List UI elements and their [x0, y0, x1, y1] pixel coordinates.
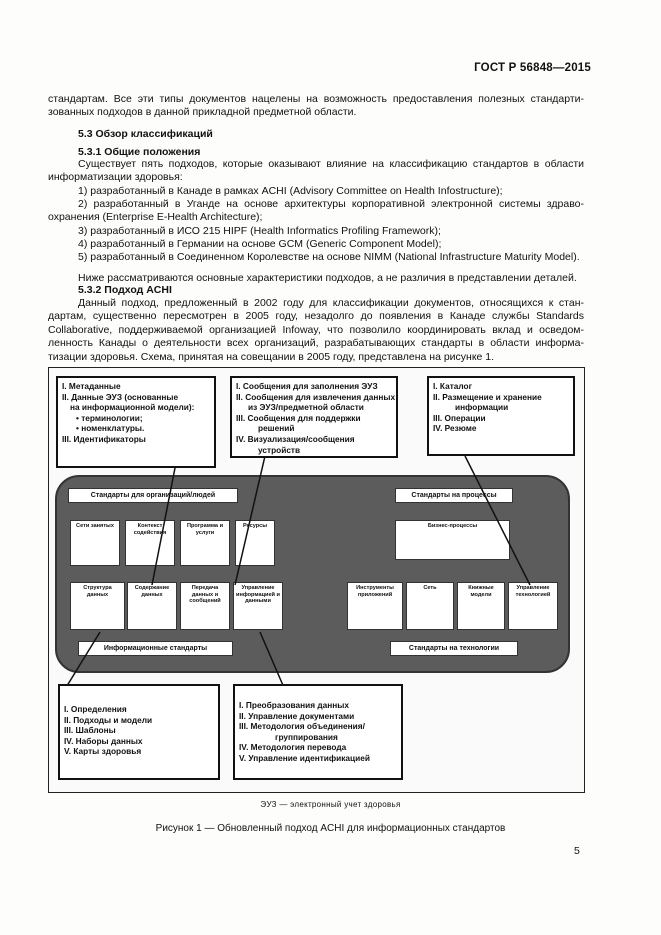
box-line: группирования — [275, 731, 338, 742]
box-line: IV. Резюме — [433, 423, 477, 434]
box-bottom-middle — [233, 684, 403, 780]
box-line: I. Каталог — [433, 381, 473, 391]
box-line: устройств — [258, 444, 301, 455]
box-line: I. Преобразования данных — [239, 700, 349, 710]
intro-paragraph: стандартам. Все эти типы документов нацелены на возможность предоставления полезных стандарти-зованных подходов в данной прикладной предметной области. — [48, 93, 584, 119]
document-code: ГОСТ Р 56848—2015 — [474, 62, 591, 74]
label-org-standards: Стандарты для организаций/людей — [68, 488, 238, 503]
box-line: I. Определения — [64, 704, 127, 714]
box-info-2: Содержание данных — [127, 582, 177, 630]
box-tech-2: Сеть — [406, 582, 454, 630]
box-line: • номенклатуры. — [76, 423, 145, 434]
list-item: 2) разработанный в Уганде на основе архитектуры корпоративной электронной системы здраво-охранения (Enterprise E-Health Architecture); — [48, 198, 584, 224]
box-org-3: Программа и услуги — [180, 520, 230, 566]
box-line: I. Метаданные — [62, 381, 121, 391]
box-line: II. Управление документами — [239, 710, 355, 721]
box-line: III. Операции — [433, 412, 486, 423]
heading-5-3-2: 5.3.2 Подход ACHI — [78, 284, 172, 296]
box-line: V. Карты здоровья — [64, 746, 142, 757]
box-tech-3: Книжные модели — [457, 582, 505, 630]
paragraph-five-approaches: Существует пять подходов, которые оказывают влияние на классификацию стандартов в области информатизации здоровья: — [48, 158, 584, 184]
box-line: решений — [258, 423, 295, 434]
box-line: V. Управление идентификацией — [239, 752, 370, 763]
box-line: • терминологии; — [76, 412, 143, 423]
box-tech-1: Инструменты приложений — [347, 582, 403, 630]
box-line: II. Сообщения для извлечения данных — [236, 391, 396, 402]
paragraph-below: Ниже рассматриваются основные характеристики подходов, а не различия в представлении деталей. — [78, 272, 577, 284]
abbreviation-note: ЭУЗ — электронный учет здоровья — [260, 800, 401, 809]
list-item: 5) разработанный в Соединенном Королевстве на основе NIMM (National Infrastructure Maturity Model). — [78, 251, 580, 263]
box-tech-4: Управление технологией — [508, 582, 558, 630]
box-bottom-left — [58, 684, 220, 780]
box-top-right — [427, 376, 575, 456]
box-line: IV. Методология перевода — [239, 742, 347, 753]
box-line: III. Сообщения для поддержки — [236, 412, 361, 423]
box-line: III. Методология объединения/ — [239, 721, 365, 732]
figure-caption: Рисунок 1 — Обновленный подход ACHI для информационных стандартов — [155, 823, 506, 834]
box-org-4: Ресурсы — [235, 520, 275, 566]
box-info-4: Управление информацией и данными — [233, 582, 283, 630]
page-number: 5 — [574, 845, 580, 857]
box-org-2: Контекст содействия — [125, 520, 175, 566]
list-item: 4) разработанный в Германии на основе GCM (Generic Component Model); — [78, 238, 442, 250]
box-line: II. Подходы и модели — [64, 714, 153, 725]
box-business-process: Бизнес-процессы — [395, 520, 510, 560]
paragraph-achi: Данный подход, предложенный в 2002 году для классификации документов, относящихся к стан-дартам, существенно пересмотрен в 2005 году, незадолго до появления в Канаде службы Standards Collaborative, поддерживаемой организацией Infoway, что позволило координировать вклад и осведом-ленность Канады о деятельности всех организаций, разрабатывающих стандарты в области информа-тизации здоровья. Схема, принятая на совещании в 2005 году, представлена на рисунке 1. — [48, 297, 584, 363]
box-line: IV. Наборы данных — [64, 735, 143, 746]
list-item: 1) разработанный в Канаде в рамках ACHI (Advisory Committee on Health Infostructure); — [78, 185, 503, 197]
box-info-3: Передача данных и сообщений — [180, 582, 230, 630]
label-process-standards: Стандарты на процессы — [395, 488, 513, 503]
label-tech-standards: Стандарты на технологии — [390, 641, 518, 656]
box-line: II. Данные ЭУЗ (основанные — [62, 391, 179, 402]
box-line: на информационной модели): — [70, 402, 195, 413]
box-line: I. Сообщения для заполнения ЭУЗ — [236, 381, 378, 391]
box-info-1: Структура данных — [70, 582, 125, 630]
box-org-1: Сети занятых — [70, 520, 120, 566]
heading-5-3-1: 5.3.1 Общие положения — [78, 146, 201, 158]
box-line: IV. Визуализация/сообщения — [236, 433, 355, 444]
box-line: из ЭУЗ/предметной области — [248, 402, 364, 413]
box-line: III. Идентификаторы — [62, 433, 146, 444]
label-info-standards: Информационные стандарты — [78, 641, 233, 656]
box-line: III. Шаблоны — [64, 725, 116, 736]
box-line: информации — [455, 402, 509, 413]
box-top-left — [56, 376, 216, 468]
box-line: II. Размещение и хранение — [433, 391, 542, 402]
box-top-middle — [230, 376, 398, 458]
list-item: 3) разработанный в ИСО 215 HIPF (Health Informatics Profiling Framework); — [78, 225, 441, 237]
heading-5-3: 5.3 Обзор классификаций — [78, 128, 213, 140]
